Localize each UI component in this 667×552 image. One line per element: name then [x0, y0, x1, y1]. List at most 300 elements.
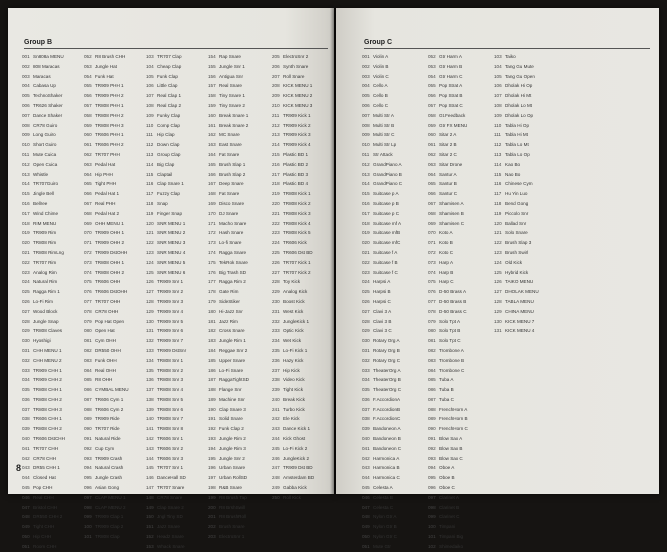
sound-list-entry — [362, 454, 424, 464]
entry-number: 128 — [146, 298, 154, 304]
entry-name: Dholak Hi Op — [505, 83, 533, 89]
sound-list-entry — [494, 62, 556, 72]
sound-list-entry — [428, 375, 490, 385]
entry-name: Gt.Feedback — [439, 112, 466, 118]
entry-number: 054 — [84, 73, 92, 79]
sound-list-entry — [272, 366, 330, 376]
entry-number: 118 — [146, 200, 154, 206]
entry-name: ElectroSnr 2 — [283, 54, 309, 59]
entry-name: TR808 Kick 4 — [283, 220, 311, 226]
sound-list-entry — [146, 522, 202, 532]
entry-number: 078 — [84, 308, 92, 314]
entry-number: 031 — [362, 347, 370, 353]
entry-number: 004 — [22, 83, 30, 89]
sound-list-entry — [84, 160, 140, 170]
sound-list-entry — [146, 160, 202, 170]
entry-number: 077 — [428, 298, 436, 304]
sound-list-entry — [84, 150, 140, 160]
entry-number: 110 — [146, 122, 154, 128]
sound-list-entry — [22, 140, 78, 150]
entry-number: 089 — [84, 416, 92, 422]
entry-name: Gate Rim — [219, 289, 239, 295]
sound-list-entry — [84, 258, 140, 268]
sound-list-entry — [208, 62, 266, 72]
sound-list-entry — [22, 424, 78, 434]
group-b-column-5 — [272, 52, 330, 503]
sound-list-entry — [22, 209, 78, 219]
entry-number: 036 — [22, 396, 30, 402]
entry-number: 105 — [146, 73, 154, 79]
entry-number: 177 — [208, 279, 216, 285]
entry-number: 074 — [428, 269, 436, 275]
entry-number: 108 — [146, 102, 154, 108]
entry-number: 176 — [208, 269, 216, 275]
entry-number: 086 — [84, 387, 92, 393]
entry-name: Sitar 2 B — [439, 142, 457, 148]
entry-name: TR808 Snr 8 — [157, 426, 184, 432]
sound-list-entry — [494, 111, 556, 121]
sound-list-entry — [272, 297, 330, 307]
entry-name: Tiny Snare 2 — [219, 102, 245, 108]
sound-list-entry — [208, 346, 266, 356]
entry-number: 082 — [428, 347, 436, 353]
entry-name: RIM MENU — [33, 220, 57, 226]
entry-number: 047 — [362, 504, 370, 510]
entry-number: 009 — [362, 132, 370, 138]
sound-list-entry — [362, 199, 424, 209]
sound-list-entry — [22, 463, 78, 473]
entry-number: 040 — [22, 436, 30, 442]
entry-number: 207 — [272, 73, 280, 79]
sound-list-entry — [428, 268, 490, 278]
entry-number: 055 — [84, 83, 92, 89]
entry-name: Suitcase mfC — [373, 240, 401, 246]
sound-list-entry — [362, 473, 424, 483]
entry-name: TR606 Kick — [283, 240, 307, 246]
entry-name: Urban Snare — [219, 465, 246, 471]
sound-list-entry — [84, 101, 140, 111]
entry-number: 150 — [146, 514, 154, 520]
entry-name: TR808 PHH 2 — [95, 112, 124, 118]
sound-list-entry — [494, 101, 556, 111]
sound-list-entry — [362, 268, 424, 278]
entry-name: Natural Rim — [33, 279, 58, 285]
entry-number: 120 — [494, 220, 502, 226]
entry-name: Disco Snare — [219, 200, 245, 206]
entry-name: Break Snare 1 — [219, 112, 249, 118]
entry-number: 153 — [146, 543, 154, 549]
entry-name: MC Snare — [219, 132, 240, 138]
entry-name: TR909 PHH 2 — [95, 93, 124, 99]
sound-list-entry — [494, 121, 556, 131]
entry-number: 028 — [362, 318, 370, 324]
entry-name: Clap Snare 3 — [219, 406, 246, 412]
entry-number: 006 — [22, 102, 30, 108]
sound-list-entry — [208, 414, 266, 424]
sound-list-entry — [428, 72, 490, 82]
entry-name: East Snare — [219, 142, 242, 148]
sound-list-entry — [428, 512, 490, 522]
entry-name: Hybrid Kick — [505, 269, 529, 275]
entry-name: TR808 Snr 6 — [157, 406, 184, 412]
sound-list-entry — [84, 405, 140, 415]
entry-name: CLAP MENU 2 — [95, 504, 126, 510]
entry-number: 107 — [494, 93, 502, 99]
entry-number: 178 — [208, 289, 216, 295]
sound-list-entry — [362, 522, 424, 532]
entry-name: TR808 Rim — [33, 240, 57, 246]
sound-list-entry — [146, 248, 202, 258]
entry-number: 232 — [272, 318, 280, 324]
sound-list-entry — [428, 160, 490, 170]
entry-number: 065 — [84, 181, 92, 187]
entry-name: KICK MENU 7 — [505, 318, 535, 324]
entry-name: Gtr FX MENU — [439, 122, 468, 128]
entry-number: 096 — [428, 485, 436, 491]
sound-list-entry — [362, 542, 424, 552]
left-page — [8, 8, 334, 549]
entry-number: 209 — [272, 93, 280, 99]
entry-number: 066 — [428, 191, 436, 197]
entry-name: Blow Sax B — [439, 445, 463, 451]
sound-list-entry — [146, 199, 202, 209]
entry-number: 172 — [208, 230, 216, 236]
entry-number: 004 — [362, 83, 370, 89]
entry-number: 024 — [362, 279, 370, 285]
entry-name: Harp B — [439, 269, 454, 275]
entry-number: 131 — [146, 328, 154, 334]
sound-list-entry — [272, 454, 330, 464]
entry-number: 239 — [272, 387, 280, 393]
sound-list-entry — [272, 424, 330, 434]
entry-number: 001 — [22, 54, 30, 59]
entry-number: 012 — [362, 161, 370, 167]
entry-name: TR808 PHH 3 — [95, 122, 124, 128]
entry-number: 096 — [84, 485, 92, 491]
entry-number: 129 — [146, 308, 154, 314]
entry-name: Hip CHH — [33, 534, 52, 540]
entry-number: 009 — [22, 132, 30, 138]
sound-list-entry — [84, 483, 140, 493]
entry-name: TR707 Kick 2 — [283, 269, 311, 275]
entry-number: 045 — [22, 485, 30, 491]
entry-name: Str Attack — [373, 151, 393, 157]
sound-list-entry — [146, 336, 202, 346]
entry-name: TR606 Dst BD — [283, 249, 313, 255]
sound-list-entry — [208, 493, 266, 503]
sound-list-entry — [22, 366, 78, 376]
sound-list-entry — [494, 219, 556, 229]
entry-name: Synth Snare — [283, 63, 309, 69]
entry-name: Bend Gong — [505, 200, 529, 206]
entry-number: 175 — [208, 259, 216, 265]
sound-list-entry — [146, 189, 202, 199]
entry-name: Open Cuica — [33, 161, 58, 167]
sound-list-entry — [272, 238, 330, 248]
entry-name: TR909 Rim — [33, 230, 57, 236]
entry-number: 030 — [362, 338, 370, 344]
entry-number: 022 — [362, 259, 370, 265]
entry-name: Jungle Rim 3 — [219, 445, 246, 451]
entry-number: 187 — [208, 377, 216, 383]
sound-list-entry — [208, 522, 266, 532]
sound-list-entry — [146, 52, 202, 62]
entry-number: 020 — [22, 240, 30, 246]
entry-number: 013 — [22, 171, 30, 177]
sound-list-entry — [22, 228, 78, 238]
sound-list-entry — [84, 366, 140, 376]
entry-name: Tuba A — [439, 377, 454, 383]
sound-list-entry — [146, 130, 202, 140]
sound-list-entry — [428, 444, 490, 454]
entry-name: Clap Snare 1 — [157, 181, 184, 187]
entry-name: Roll Snare — [283, 73, 305, 79]
entry-number: 060 — [84, 132, 92, 138]
entry-number: 085 — [84, 377, 92, 383]
entry-number: 234 — [272, 338, 280, 344]
entry-name: Jungle Snr 2 — [219, 455, 245, 461]
entry-name: Tight Kick — [283, 387, 303, 393]
entry-number: 064 — [84, 171, 92, 177]
sound-list-entry — [362, 72, 424, 82]
sound-list-entry — [22, 121, 78, 131]
sound-list-entry — [272, 189, 330, 199]
entry-number: 248 — [272, 475, 280, 481]
entry-number: 228 — [272, 279, 280, 285]
sound-list-entry — [362, 219, 424, 229]
entry-number: 058 — [84, 112, 92, 118]
entry-number: 066 — [84, 191, 92, 197]
sound-list-entry — [146, 385, 202, 395]
entry-number: 019 — [22, 230, 30, 236]
entry-name: TR909 Kick 1 — [283, 112, 311, 118]
entry-number: 048 — [22, 514, 30, 520]
entry-number: 073 — [428, 259, 436, 265]
entry-name: Solo Tpt B — [439, 328, 461, 334]
sound-list-entry — [362, 62, 424, 72]
entry-name: Rotary Org B — [373, 347, 400, 353]
sound-list-entry — [272, 317, 330, 327]
entry-number: 243 — [272, 426, 280, 432]
sound-list-entry — [146, 101, 202, 111]
sound-list-entry — [208, 170, 266, 180]
entry-name: R8 OHH — [95, 377, 113, 383]
sound-list-entry — [362, 463, 424, 473]
entry-number: 030 — [22, 338, 30, 344]
sound-list-entry — [22, 170, 78, 180]
entry-name: Fat Snare — [219, 191, 240, 197]
entry-number: 212 — [272, 122, 280, 128]
sound-list-entry — [494, 189, 556, 199]
entry-number: 109 — [494, 112, 502, 118]
entry-number: 220 — [272, 200, 280, 206]
entry-number: 189 — [208, 396, 216, 402]
sound-list-entry — [84, 346, 140, 356]
entry-name: TR909 Crash — [95, 455, 123, 461]
sound-list-entry — [208, 307, 266, 317]
entry-name: Funk Clap — [157, 73, 178, 79]
entry-name: Brush Swirl — [505, 249, 529, 255]
entry-name: Tabla Lo Mt — [505, 142, 529, 148]
entry-name: Suitcase p B — [373, 200, 399, 206]
sound-list-entry — [22, 503, 78, 513]
sound-list-entry — [22, 248, 78, 258]
entry-number: 050 — [22, 534, 30, 540]
entry-number: 240 — [272, 396, 280, 402]
entry-number: 124 — [146, 259, 154, 265]
entry-number: 137 — [146, 387, 154, 393]
entry-number: 038 — [362, 416, 370, 422]
entry-name: Sitar 2 C — [439, 151, 457, 157]
sound-list-entry — [494, 248, 556, 258]
group-c-column-1 — [362, 52, 424, 552]
sound-list-entry — [272, 130, 330, 140]
entry-number: 010 — [22, 142, 30, 148]
sound-list-entry — [146, 121, 202, 131]
sound-list-entry — [494, 238, 556, 248]
entry-name: ElectroSnr 1 — [219, 534, 245, 540]
sound-list-entry — [146, 414, 202, 424]
sound-list-entry — [362, 414, 424, 424]
entry-number: 042 — [362, 455, 370, 461]
sound-list-entry — [84, 248, 140, 258]
entry-number: 081 — [428, 338, 436, 344]
entry-name: Clavi 3 B — [373, 318, 392, 324]
entry-name: Multi Str B — [373, 122, 395, 128]
entry-number: 019 — [362, 230, 370, 236]
entry-name: GrandPiano C — [373, 181, 403, 187]
entry-name: TR707 OHH — [95, 298, 121, 304]
sound-list-entry — [146, 297, 202, 307]
sound-list-entry — [146, 179, 202, 189]
entry-name: Real Clap 2 — [157, 102, 182, 108]
sound-list-entry — [428, 434, 490, 444]
entry-number: 099 — [428, 514, 436, 520]
sound-list-entry — [494, 179, 556, 189]
sound-list-entry — [146, 542, 202, 552]
entry-number: 069 — [84, 220, 92, 226]
entry-number: 011 — [22, 151, 30, 157]
sound-list-entry — [362, 111, 424, 121]
entry-name: TR808 Snr 1 — [157, 357, 184, 363]
entry-name: Shamisen C — [439, 220, 465, 226]
entry-name: TR808 Claves — [33, 328, 63, 334]
sound-list-entry — [146, 503, 202, 513]
entry-number: 127 — [146, 289, 154, 295]
sound-list-entry — [428, 522, 490, 532]
entry-name: Ragga Snare — [219, 249, 247, 255]
entry-name: Hip Clap — [157, 132, 175, 138]
sound-list-entry — [84, 336, 140, 346]
entry-name: Toy Kick — [283, 279, 301, 285]
sound-list-entry — [272, 356, 330, 366]
sound-list-entry — [428, 297, 490, 307]
entry-number: 149 — [146, 504, 154, 510]
entry-name: R8 Brush Tap — [219, 494, 247, 500]
entry-number: 070 — [428, 230, 436, 236]
entry-number: 037 — [22, 406, 30, 412]
entry-number: 133 — [146, 347, 154, 353]
entry-name: TR909 PHH 1 — [95, 83, 124, 89]
sound-list-entry — [272, 160, 330, 170]
sound-list-entry — [22, 287, 78, 297]
entry-number: 051 — [362, 543, 370, 549]
entry-name: TR909 Ride — [95, 416, 120, 422]
entry-name: Wood Block — [33, 308, 58, 314]
sound-list-entry — [146, 258, 202, 268]
entry-number: 020 — [362, 240, 370, 246]
entry-name: Urban RollSD — [219, 475, 248, 481]
entry-number: 068 — [84, 210, 92, 216]
sound-list-entry — [22, 346, 78, 356]
entry-number: 047 — [22, 504, 30, 510]
entry-number: 002 — [362, 63, 370, 69]
entry-number: 083 — [84, 357, 92, 363]
sound-list-entry — [362, 209, 424, 219]
entry-number: 122 — [146, 240, 154, 246]
entry-number: 208 — [272, 83, 280, 89]
sound-list-entry — [208, 140, 266, 150]
entry-name: Bandoneon B — [373, 436, 401, 442]
entry-name: SNR MENU 6 — [157, 269, 186, 275]
entry-number: 063 — [428, 161, 436, 167]
entry-number: 097 — [428, 494, 436, 500]
sound-list-entry — [208, 91, 266, 101]
entry-number: 241 — [272, 406, 280, 412]
sound-list-entry — [494, 199, 556, 209]
entry-name: TR909 Snr 6 — [157, 328, 184, 334]
entry-number: 039 — [362, 426, 370, 432]
entry-name: CHINA MENU — [505, 308, 534, 314]
entry-name: Trombone B — [439, 357, 465, 363]
entry-name: Comp Clap — [157, 122, 180, 128]
sound-list-entry — [362, 405, 424, 415]
entry-name: Mute Gtr — [373, 543, 391, 549]
sound-list-entry — [146, 473, 202, 483]
entry-number: 056 — [428, 93, 436, 99]
entry-number: 198 — [208, 485, 216, 491]
sound-list-entry — [272, 150, 330, 160]
entry-name: CHH MENU 1 — [33, 347, 62, 353]
entry-name: Jazz Rim — [219, 318, 238, 324]
entry-name: TR707 Ride — [95, 426, 120, 432]
entry-number: 034 — [362, 377, 370, 383]
entry-number: 125 — [146, 269, 154, 275]
entry-number: 155 — [208, 63, 216, 69]
sound-list-entry — [428, 336, 490, 346]
entry-number: 170 — [208, 210, 216, 216]
entry-number: 128 — [494, 298, 502, 304]
sound-list-entry — [428, 170, 490, 180]
sound-list-entry — [272, 170, 330, 180]
entry-number: 026 — [362, 298, 370, 304]
entry-number: 210 — [272, 102, 280, 108]
sound-list-entry — [208, 336, 266, 346]
entry-number: 146 — [146, 475, 154, 481]
entry-name: TR808 PHH 1 — [95, 102, 124, 108]
entry-name: Sn808a MENU — [33, 54, 64, 59]
sound-list-entry — [84, 170, 140, 180]
entry-name: TR909 Kick 2 — [283, 122, 311, 128]
entry-name: TR606 PHH 1 — [95, 132, 124, 138]
entry-name: Hazy Kick — [283, 357, 304, 363]
entry-number: 129 — [494, 308, 502, 314]
sound-list-entry — [22, 532, 78, 542]
entry-name: Hip PHH — [95, 171, 113, 177]
entry-name: GrandPiano B — [373, 171, 402, 177]
entry-number: 107 — [146, 93, 154, 99]
sound-list-entry — [272, 72, 330, 82]
